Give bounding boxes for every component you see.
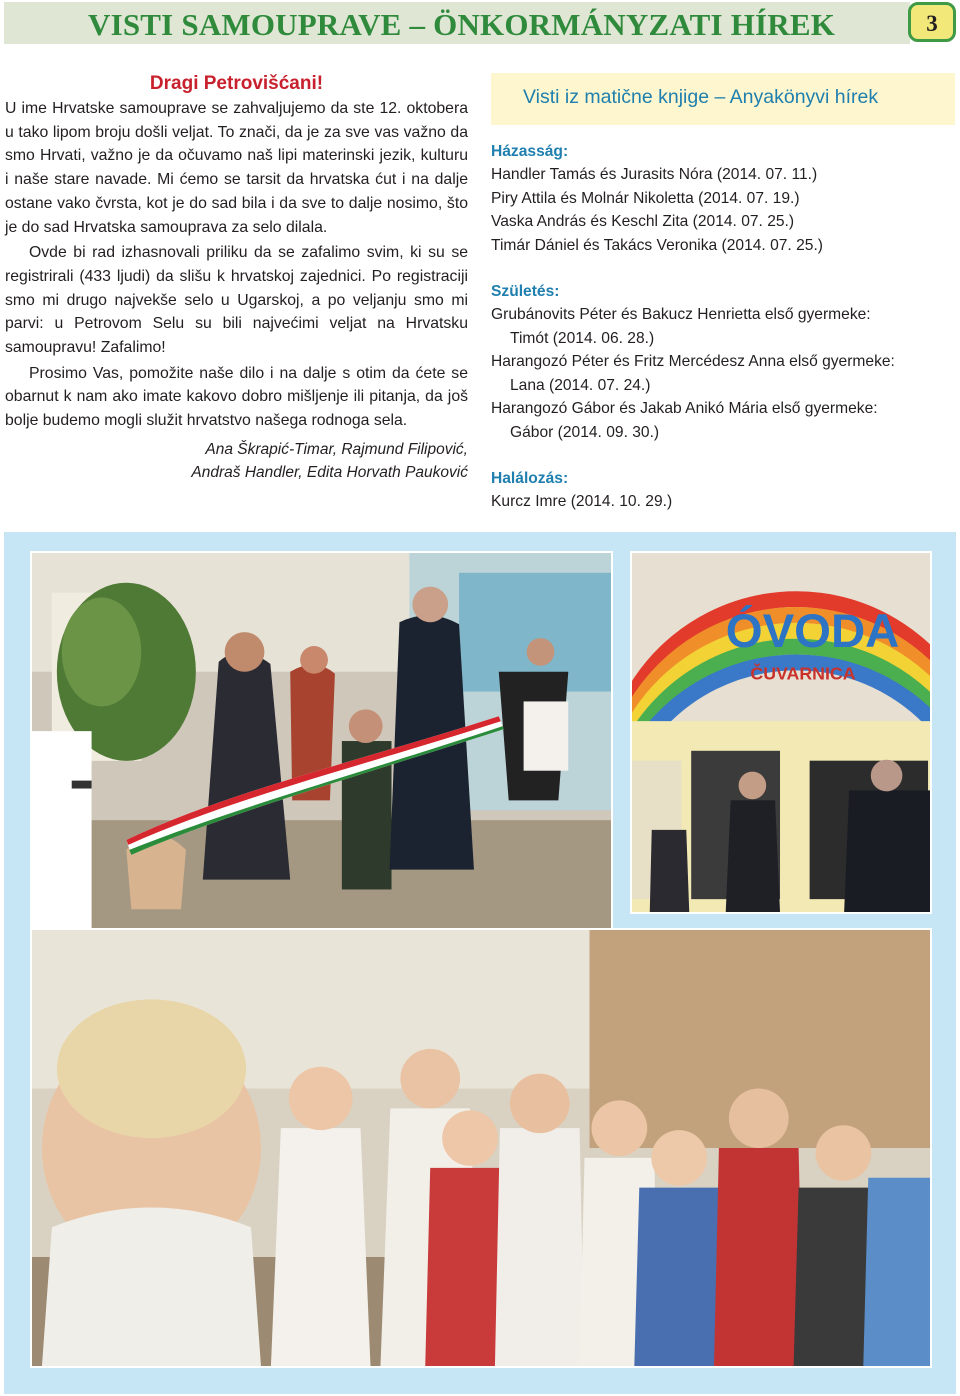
letter-greeting: Dragi Petrovišćani!	[149, 73, 324, 94]
marriage-entry: Handler Tamás és Jurasits Nóra (2014. 07. 11.)	[491, 166, 818, 183]
page-number-badge	[908, 2, 956, 42]
birth-child: Gábor (2014. 09. 30.)	[510, 423, 660, 441]
photo-panel	[4, 532, 956, 1394]
letter-paragraph: Ovde bi rad izhasnovali priliku da se zafalimo svim, ki su se registrirali (433 ljudi) da slišu k hrvatskoj zajednici. Po registraciji smo mi drugo najvekše selo u Ugarskoj, a po veljanju smo mi parvi: u Petrovom Selu su bili najvećimi veljat na Hrvatsku samoupravu! Zafalimo!	[5, 244, 468, 357]
birth-parents: Harangozó Péter és Fritz Mercédesz Anna első gyermeke:	[491, 353, 895, 370]
registry-title-box	[491, 73, 955, 125]
birth-entry	[491, 397, 955, 444]
letter-paragraph: Prosimo Vas, pomožite naše dilo i na dalje s otim da ćete se obarnut k nam ako imate kakovo dobro mišljenje ili pitanja, da još bolje budemo mogli služit hrvatstvo našega rodnoga sela.	[5, 364, 468, 430]
marriage-entry: Timár Dániel és Takács Veronika (2014. 07. 25.)	[491, 236, 823, 254]
birth-entry	[491, 303, 955, 350]
kindergarten-subsign: ČUVARNICA	[750, 663, 856, 684]
registry-title: Visti iz matične knjige – Anyakönyvi hírek	[523, 86, 879, 108]
birth-child: Lana (2014. 07. 24.)	[510, 376, 651, 394]
marriage-section-title: Házasság:	[491, 143, 569, 160]
children-photo	[30, 928, 932, 1368]
header-bar	[4, 2, 910, 44]
letter-signature	[150, 438, 468, 484]
page-header-title: VISTI SAMOUPRAVE – ÖNKORMÁNYZATI HÍREK	[88, 7, 836, 42]
birth-parents: Harangozó Gábor és Jakab Anikó Mária első gyermeke:	[491, 400, 878, 417]
death-section-title: Halálozás:	[491, 470, 569, 487]
birth-section-title: Születés:	[491, 283, 560, 300]
registry-column	[491, 73, 955, 514]
birth-child: Timót (2014. 06. 28.)	[510, 329, 655, 347]
letter-paragraph: U ime Hrvatske samouprave se zahvaljujemo da ste 12. oktobera u tako lipom broju došli veljat. To znači, da je za sve vas važno da smo Hrvati, važno je da očuvamo naš lipi materinski jezik, kulturu i naše stare navade. Mi ćemo se tarsit da hrvatska ćut i na dalje ostane vako čvrsta, kot je do sad bila i da sve to dalje nosimo, što je do sad Hrvatska samouprava za selo dilala.	[5, 100, 468, 236]
kindergarten-sign: ÓVODA	[725, 604, 900, 658]
birth-entry	[491, 350, 955, 397]
page-number: 3	[926, 11, 938, 36]
letter-column	[5, 72, 468, 435]
ribbon-cutting-photo	[30, 551, 613, 936]
kindergarten-photo	[630, 551, 932, 914]
marriage-entry: Piry Attila és Molnár Nikoletta (2014. 07. 19.)	[491, 189, 800, 207]
birth-parents: Grubánovits Péter és Bakucz Henrietta első gyermeke:	[491, 306, 871, 323]
signature-line: Ana Škrapić-Timar, Rajmund Filipović,	[205, 441, 468, 458]
death-entry: Kurcz Imre (2014. 10. 29.)	[491, 493, 673, 510]
marriage-entry: Vaska András és Keschl Zita (2014. 07. 25.)	[491, 213, 795, 230]
signature-line: Andraš Handler, Edita Horvath Pauković	[191, 464, 468, 481]
